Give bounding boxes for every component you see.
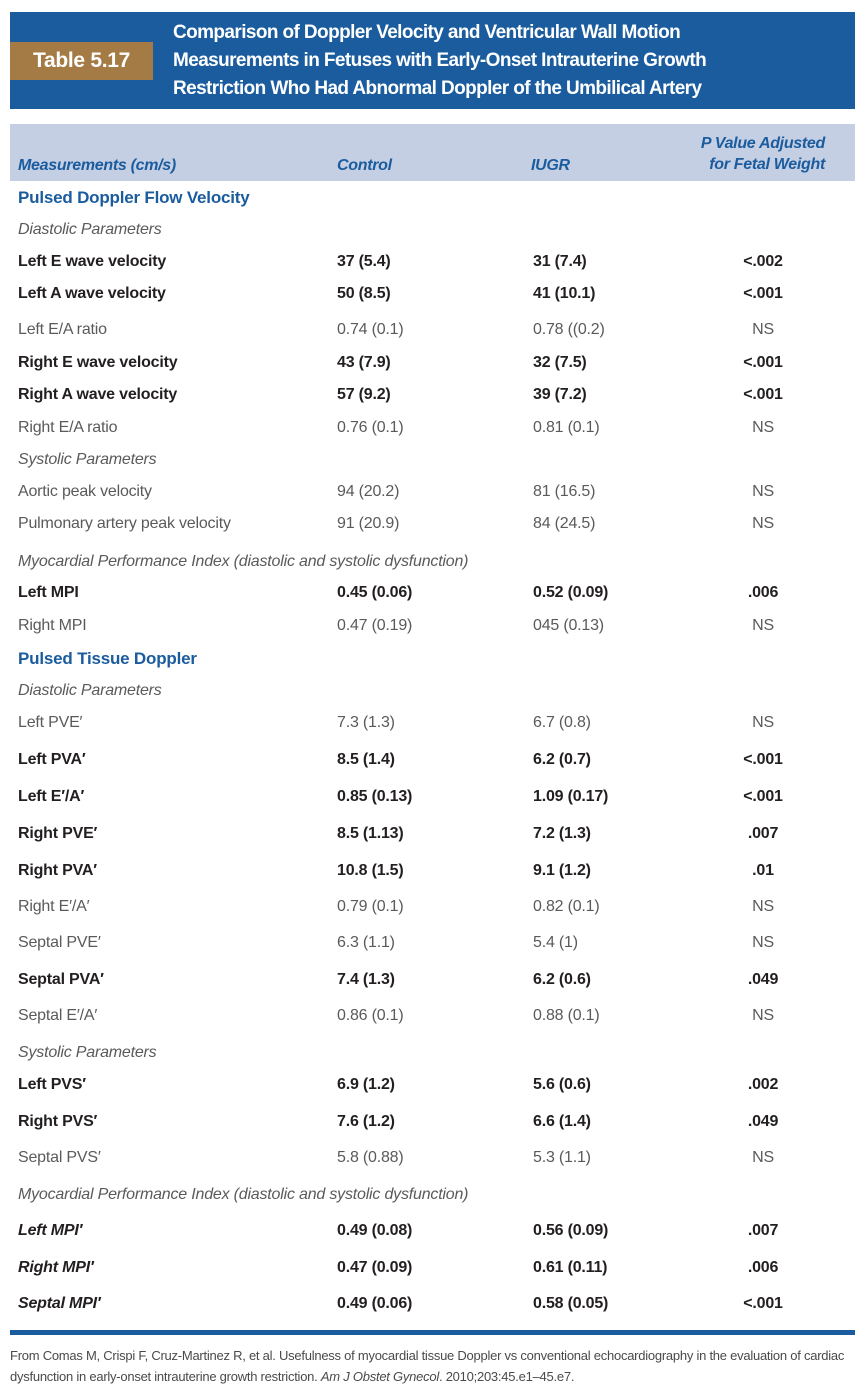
iugr-value: 6.6 (1.4) (533, 1113, 591, 1130)
control-value: 0.86 (0.1) (337, 1007, 404, 1024)
table-row (0, 1143, 865, 1173)
table-source-footnote (10, 1345, 855, 1387)
header-p-value-line: for Fetal Weight (709, 156, 825, 173)
iugr-value: 5.4 (1) (533, 934, 578, 951)
iugr-value: 41 (10.1) (533, 285, 596, 302)
table-row (0, 1289, 865, 1319)
row-label: Right MPI′ (18, 1259, 94, 1276)
control-value: 0.47 (0.09) (337, 1259, 413, 1276)
control-value: 0.47 (0.19) (337, 617, 413, 634)
control-value: 43 (7.9) (337, 354, 391, 371)
table-row (0, 413, 865, 443)
table-row (0, 1070, 865, 1100)
iugr-value: 84 (24.5) (533, 515, 596, 532)
row-label: Septal MPI′ (18, 1295, 101, 1312)
p-value: NS (752, 934, 774, 951)
p-value: <.001 (743, 354, 783, 371)
iugr-value: 7.2 (1.3) (533, 825, 591, 842)
table-row (0, 380, 865, 410)
table-row (0, 965, 865, 995)
p-value: NS (752, 1007, 774, 1024)
iugr-value: 9.1 (1.2) (533, 862, 591, 879)
iugr-value: 39 (7.2) (533, 386, 587, 403)
table-row (0, 782, 865, 812)
row-label: Left E/A ratio (18, 321, 107, 338)
p-value: NS (752, 515, 774, 532)
iugr-value: 045 (0.13) (533, 617, 604, 634)
table-row (0, 1216, 865, 1246)
footnote-text: From Comas M, Crispi F, Cruz-Martinez R, et al. Usefulness of myocardial tissue Doppler vs conventional echocardiography in the evaluation of cardiac dysfunction in early-onset intrauterine growth restriction. (10, 1348, 845, 1384)
p-value: NS (752, 714, 774, 731)
iugr-value: 0.52 (0.09) (533, 584, 609, 601)
header-p-value (701, 133, 825, 175)
subsection-heading: Systolic Parameters (18, 451, 157, 468)
control-value: 8.5 (1.4) (337, 751, 395, 768)
control-value: 10.8 (1.5) (337, 862, 404, 879)
control-value: 7.3 (1.3) (337, 714, 395, 731)
iugr-value: 31 (7.4) (533, 253, 587, 270)
table-row (0, 928, 865, 958)
table-title-bar (10, 12, 855, 109)
row-label: Right PVS′ (18, 1113, 98, 1130)
p-value: NS (752, 419, 774, 436)
table-header-row (10, 124, 855, 181)
table-row (0, 611, 865, 641)
p-value: .002 (747, 1076, 779, 1093)
control-value: 37 (5.4) (337, 253, 391, 270)
control-value: 7.4 (1.3) (337, 971, 395, 988)
control-value: 57 (9.2) (337, 386, 391, 403)
table-number-badge: Table 5.17 (10, 42, 153, 80)
p-value: NS (752, 617, 774, 634)
row-label: Left PVS′ (18, 1076, 86, 1093)
table-row (0, 279, 865, 309)
iugr-value: 5.6 (0.6) (533, 1076, 591, 1093)
header-control: Control (337, 157, 392, 174)
p-value: .007 (747, 825, 779, 842)
row-label: Right PVA′ (18, 862, 97, 879)
footnote-citation: . 2010;203:45.e1–45.e7. (438, 1369, 575, 1384)
table-row (0, 708, 865, 738)
iugr-value: 5.3 (1.1) (533, 1149, 591, 1166)
subsection-heading-row (0, 1038, 865, 1068)
p-value: NS (752, 483, 774, 500)
table-row (0, 509, 865, 539)
iugr-value: 6.2 (0.6) (533, 971, 591, 988)
section-heading-row (0, 644, 865, 674)
table-title (173, 19, 853, 103)
row-label: Right A wave velocity (18, 386, 178, 403)
table-row (0, 578, 865, 608)
row-label: Right MPI (18, 617, 87, 634)
subsection-heading: Myocardial Performance Index (diastolic and systolic dysfunction) (18, 1186, 469, 1203)
subsection-heading-row (0, 547, 865, 577)
iugr-value: 0.82 (0.1) (533, 898, 600, 915)
header-iugr: IUGR (531, 157, 570, 174)
subsection-heading: Myocardial Performance Index (diastolic and systolic dysfunction) (18, 553, 469, 570)
row-label: Right E wave velocity (18, 354, 178, 371)
iugr-value: 6.7 (0.8) (533, 714, 591, 731)
iugr-value: 0.81 (0.1) (533, 419, 600, 436)
control-value: 5.8 (0.88) (337, 1149, 404, 1166)
section-heading: Pulsed Tissue Doppler (18, 649, 197, 668)
row-label: Left A wave velocity (18, 285, 166, 302)
row-label: Right E/A ratio (18, 419, 118, 436)
section-heading: Pulsed Doppler Flow Velocity (18, 188, 250, 207)
iugr-value: 0.58 (0.05) (533, 1295, 609, 1312)
control-value: 8.5 (1.13) (337, 825, 404, 842)
table-row (0, 892, 865, 922)
p-value: <.001 (743, 751, 783, 768)
table-bottom-rule (10, 1330, 855, 1335)
row-label: Left MPI (18, 584, 79, 601)
iugr-value: 32 (7.5) (533, 354, 587, 371)
p-value: <.001 (743, 285, 783, 302)
table-row (0, 745, 865, 775)
control-value: 50 (8.5) (337, 285, 391, 302)
table-row (0, 1253, 865, 1283)
control-value: 0.49 (0.08) (337, 1222, 413, 1239)
control-value: 7.6 (1.2) (337, 1113, 395, 1130)
p-value: <.002 (743, 253, 783, 270)
subsection-heading: Systolic Parameters (18, 1044, 157, 1061)
table-title-line: Comparison of Doppler Velocity and Ventricular Wall Motion (173, 22, 681, 43)
iugr-value: 0.61 (0.11) (533, 1259, 608, 1276)
row-label: Left E wave velocity (18, 253, 167, 270)
subsection-heading-row (0, 676, 865, 706)
control-value: 0.45 (0.06) (337, 584, 413, 601)
p-value: .049 (747, 971, 779, 988)
control-value: 0.85 (0.13) (337, 788, 413, 805)
row-label: Left PVA′ (18, 751, 86, 768)
table-row (0, 819, 865, 849)
p-value: <.001 (743, 788, 783, 805)
control-value: 0.49 (0.06) (337, 1295, 413, 1312)
p-value: NS (752, 898, 774, 915)
header-p-value-line: P Value Adjusted (700, 135, 825, 152)
row-label: Septal PVE′ (18, 934, 101, 951)
iugr-value: 0.88 (0.1) (533, 1007, 600, 1024)
control-value: 6.9 (1.2) (337, 1076, 395, 1093)
iugr-value: 0.78 ((0.2) (533, 321, 605, 338)
row-label: Septal E′/A′ (18, 1007, 98, 1024)
p-value: <.001 (743, 386, 783, 403)
control-value: 0.76 (0.1) (337, 419, 404, 436)
row-label: Left PVE′ (18, 714, 83, 731)
row-label: Aortic peak velocity (18, 483, 152, 500)
table-title-line: Measurements in Fetuses with Early-Onset Intrauterine Growth (173, 50, 707, 71)
p-value: .049 (747, 1113, 779, 1130)
iugr-value: 6.2 (0.7) (533, 751, 591, 768)
p-value: NS (752, 1149, 774, 1166)
control-value: 6.3 (1.1) (337, 934, 395, 951)
subsection-heading: Diastolic Parameters (18, 221, 162, 238)
control-value: 0.74 (0.1) (337, 321, 404, 338)
row-label: Right E′/A′ (18, 898, 90, 915)
subsection-heading: Diastolic Parameters (18, 682, 162, 699)
table-row (0, 315, 865, 345)
header-measurements: Measurements (cm/s) (18, 157, 176, 174)
subsection-heading-row (0, 1180, 865, 1210)
table-title-line: Restriction Who Had Abnormal Doppler of the Umbilical Artery (173, 78, 702, 99)
p-value: .007 (747, 1222, 779, 1239)
iugr-value: 1.09 (0.17) (533, 788, 609, 805)
row-label: Septal PVS′ (18, 1149, 101, 1166)
table-row (0, 856, 865, 886)
p-value: .006 (747, 584, 779, 601)
table-row (0, 1107, 865, 1137)
p-value: <.001 (743, 1295, 783, 1312)
subsection-heading-row (0, 215, 865, 245)
row-label: Left E′/A′ (18, 788, 85, 805)
control-value: 94 (20.2) (337, 483, 400, 500)
table-row (0, 1001, 865, 1031)
table-row (0, 247, 865, 277)
p-value: NS (752, 321, 774, 338)
row-label: Left MPI′ (18, 1222, 83, 1239)
iugr-value: 0.56 (0.09) (533, 1222, 609, 1239)
subsection-heading-row (0, 445, 865, 475)
p-value: .006 (747, 1259, 779, 1276)
table-row (0, 477, 865, 507)
p-value: .01 (752, 862, 774, 879)
section-heading-row (0, 183, 865, 213)
row-label: Pulmonary artery peak velocity (18, 515, 231, 532)
control-value: 91 (20.9) (337, 515, 400, 532)
iugr-value: 81 (16.5) (533, 483, 596, 500)
control-value: 0.79 (0.1) (337, 898, 404, 915)
row-label: Right PVE′ (18, 825, 98, 842)
table-row (0, 348, 865, 378)
row-label: Septal PVA′ (18, 971, 104, 988)
footnote-journal: Am J Obstet Gynecol (320, 1369, 439, 1384)
